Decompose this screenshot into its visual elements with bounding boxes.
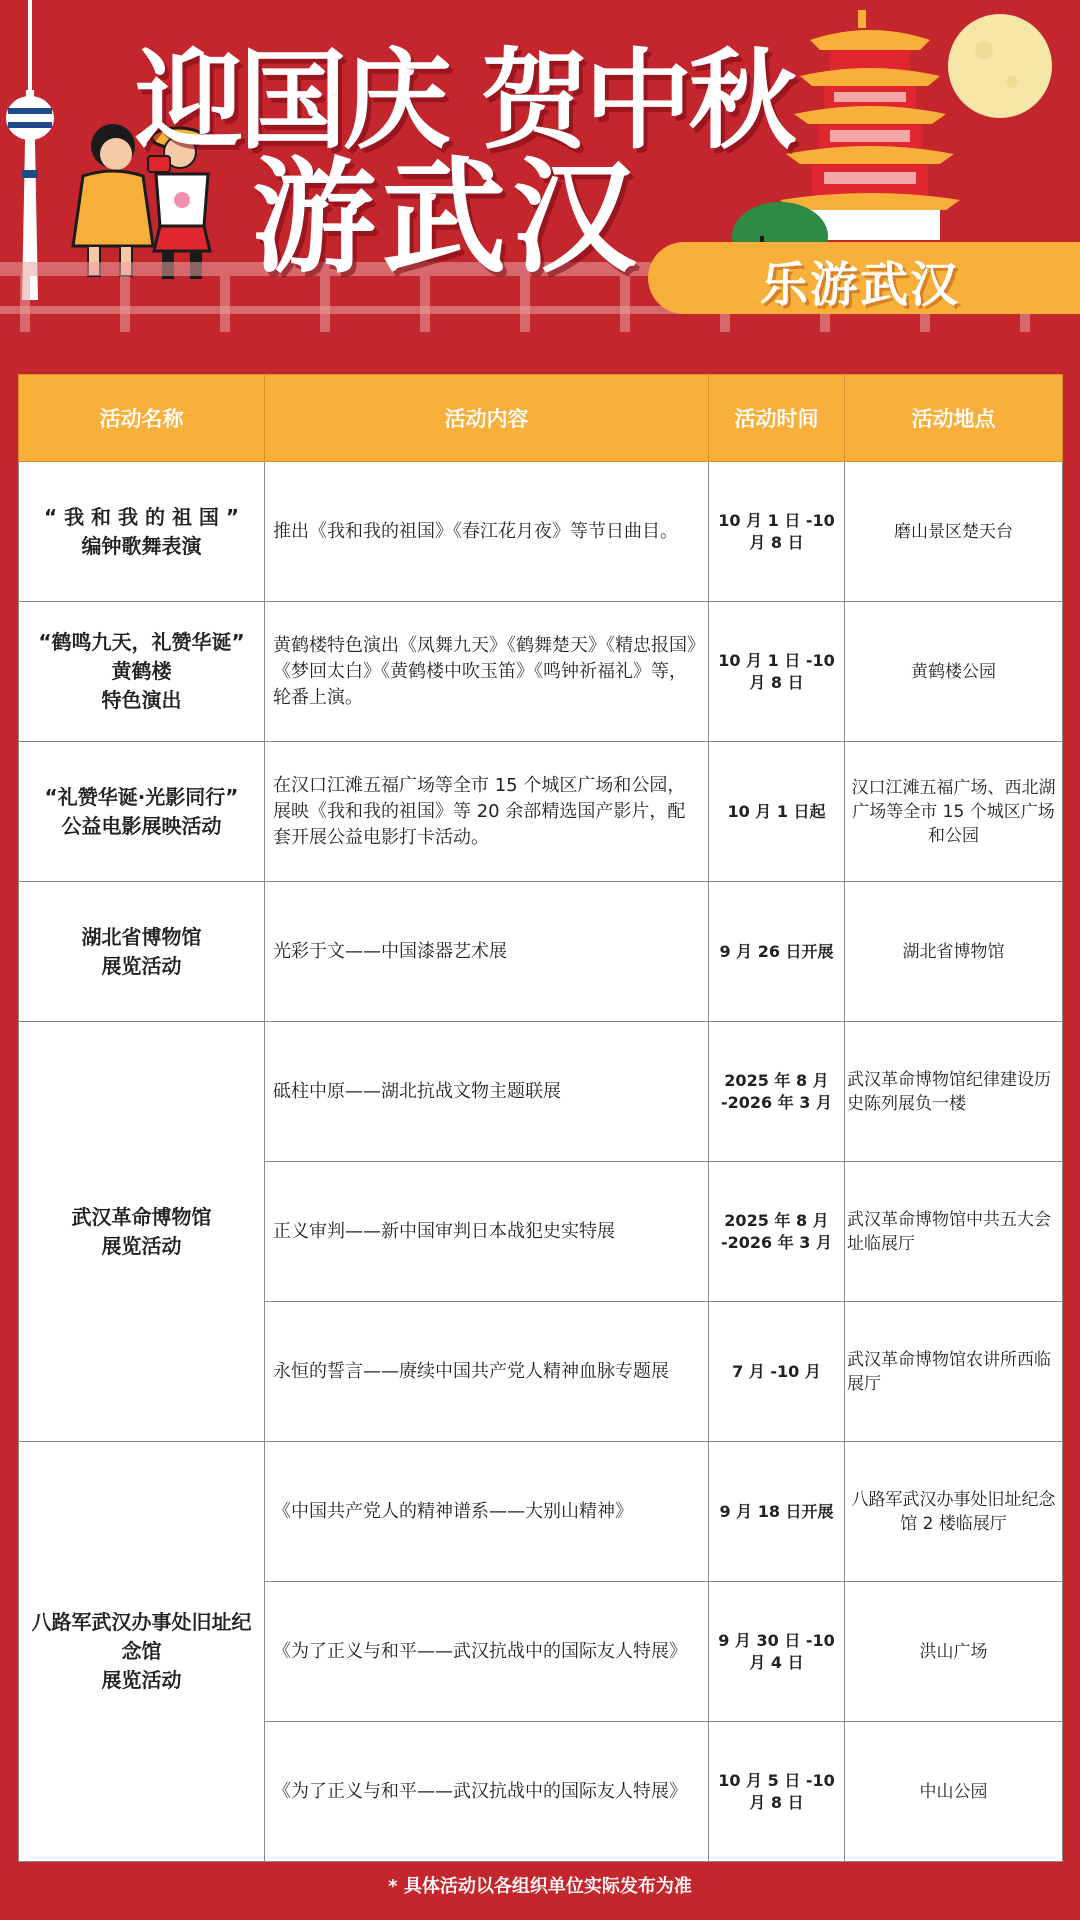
activity-place: 洪山广场: [845, 1582, 1063, 1722]
activity-name: 武汉革命博物馆 展览活动: [19, 1022, 265, 1442]
table-row: [19, 742, 1063, 882]
activity-place: 汉口江滩五福广场、西北湖广场等全市 15 个城区广场和公园: [845, 742, 1063, 882]
activity-time: 9 月 18 日开展: [709, 1442, 845, 1582]
activity-time: 10 月 5 日 -10 月 8 日: [709, 1722, 845, 1862]
activity-content: 砥柱中原——湖北抗战文物主题联展: [265, 1022, 709, 1162]
activity-name: 湖北省博物馆 展览活动: [19, 882, 265, 1022]
title-line-1: 迎国庆 贺中秋: [135, 39, 793, 164]
activity-content: 《为了正义与和平——武汉抗战中的国际友人特展》: [265, 1582, 709, 1722]
activity-place: 磨山景区楚天台: [845, 462, 1063, 602]
activity-time: 10 月 1 日 -10 月 8 日: [709, 462, 845, 602]
table-row: [19, 1442, 1063, 1582]
header-activity-place: 活动地点: [845, 375, 1063, 462]
activity-time: 2025 年 8 月 -2026 年 3 月: [709, 1022, 845, 1162]
activity-name: “礼赞华诞·光影同行” 公益电影展映活动: [19, 742, 265, 882]
activity-name: 八路军武汉办事处旧址纪念馆 展览活动: [19, 1442, 265, 1862]
activity-place: 武汉革命博物馆中共五大会址临展厅: [845, 1162, 1063, 1302]
activity-content: 黄鹤楼特色演出《凤舞九天》《鹤舞楚天》《精忠报国》《梦回太白》《黄鹤楼中吹玉笛》《鸣钟祈福礼》等，轮番上演。: [265, 602, 709, 742]
activity-time: 10 月 1 日起: [709, 742, 845, 882]
activity-place: 八路军武汉办事处旧址纪念馆 2 楼临展厅: [845, 1442, 1063, 1582]
activity-content: 在汉口江滩五福广场等全市 15 个城区广场和公园，展映《我和我的祖国》等 20 余部精选国产影片，配套开展公益电影打卡活动。: [265, 742, 709, 882]
header-activity-time: 活动时间: [709, 375, 845, 462]
activity-time: 9 月 30 日 -10 月 4 日: [709, 1582, 845, 1722]
title-line-2: 游武汉: [252, 146, 643, 290]
activity-content: 推出《我和我的祖国》《春江花月夜》等节日曲目。: [265, 462, 709, 602]
activity-content: 光彩于文——中国漆器艺术展: [265, 882, 709, 1022]
activity-content: 《中国共产党人的精神谱系——大别山精神》: [265, 1442, 709, 1582]
table-row: [19, 602, 1063, 742]
activity-time: 9 月 26 日开展: [709, 882, 845, 1022]
activity-table-container: [18, 374, 1062, 1862]
activity-name: “鹤鸣九天，礼赞华诞” 黄鹤楼 特色演出: [19, 602, 265, 742]
activity-place: 武汉革命博物馆农讲所西临展厅: [845, 1302, 1063, 1442]
header-activity-content: 活动内容: [265, 375, 709, 462]
table-row: [19, 1022, 1063, 1162]
activity-content: 正义审判——新中国审判日本战犯史实特展: [265, 1162, 709, 1302]
table-header-row: [19, 375, 1063, 462]
activity-time: 10 月 1 日 -10 月 8 日: [709, 602, 845, 742]
activity-content: 《为了正义与和平——武汉抗战中的国际友人特展》: [265, 1722, 709, 1862]
tag-label: 乐游武汉: [760, 257, 961, 313]
activity-time: 7 月 -10 月: [709, 1302, 845, 1442]
activity-place: 中山公园: [845, 1722, 1063, 1862]
activity-time: 2025 年 8 月 -2026 年 3 月: [709, 1162, 845, 1302]
activity-place: 黄鹤楼公园: [845, 602, 1063, 742]
table-row: [19, 462, 1063, 602]
header-activity-name: 活动名称: [19, 375, 265, 462]
activity-table: [18, 374, 1063, 1862]
banner: [0, 0, 1080, 340]
activity-place: 武汉革命博物馆纪律建设历史陈列展负一楼: [845, 1022, 1063, 1162]
table-row: [19, 882, 1063, 1022]
activity-name: “ 我 和 我 的 祖 国 ” 编钟歌舞表演: [19, 462, 265, 602]
activity-place: 湖北省博物馆: [845, 882, 1063, 1022]
footnote: * 具体活动以各组织单位实际发布为准: [388, 1876, 692, 1897]
activity-content: 永恒的誓言——赓续中国共产党人精神血脉专题展: [265, 1302, 709, 1442]
